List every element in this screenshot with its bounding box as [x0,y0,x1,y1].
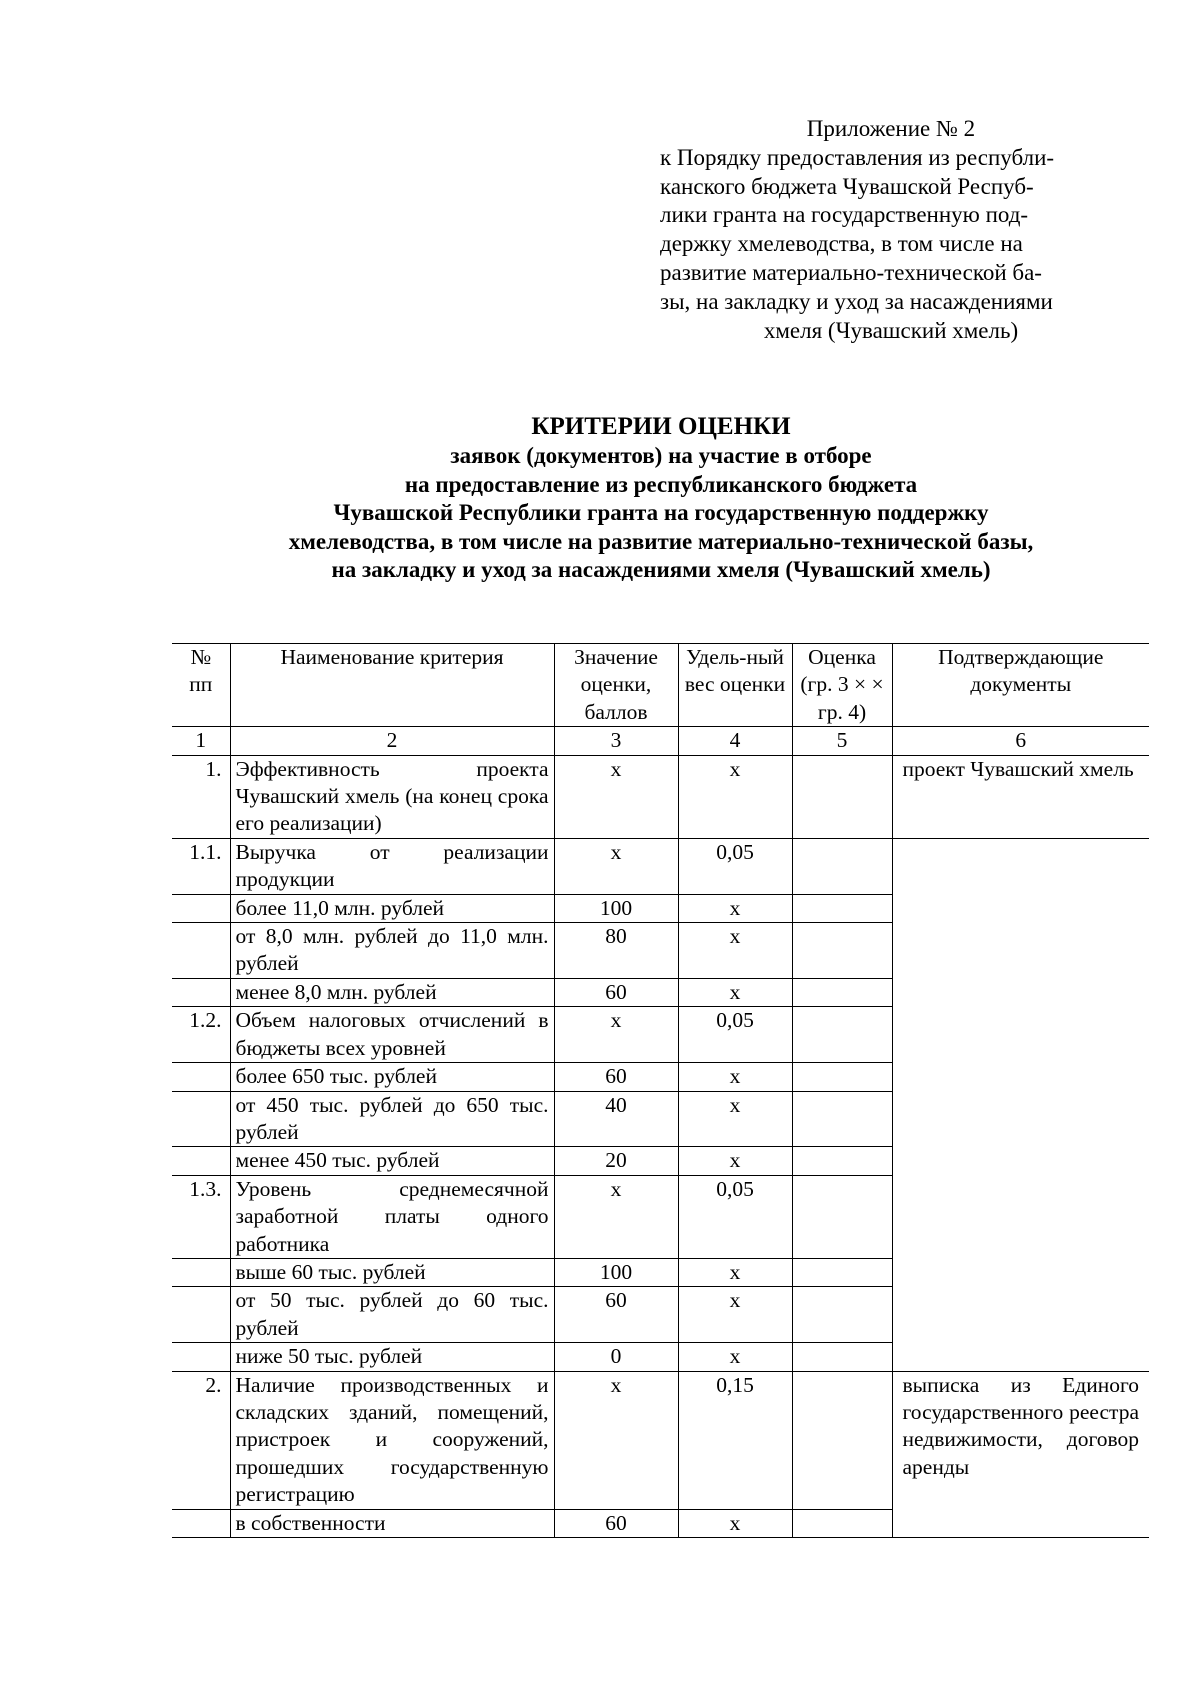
score-weight: 0,05 [678,1175,792,1258]
header-value: Значение оценки, баллов [554,644,678,727]
criterion-name: в собственности [230,1509,554,1537]
heading-line: Чувашской Республики гранта на государственную поддержку [333,500,989,525]
appendix-title: Приложение № 2 [806,116,976,141]
score-result [792,1509,892,1537]
row-number [172,923,230,979]
score-result [792,923,892,979]
score-value: 100 [554,894,678,922]
row-number [172,1091,230,1147]
column-number-cell: 4 [678,727,792,755]
row-number: 1.1. [172,838,230,894]
score-result [792,755,892,838]
row-number: 1.3. [172,1175,230,1258]
score-result [792,1343,892,1371]
appendix-line: к Порядку предоставления из республи- [660,144,1055,170]
score-result [792,1258,892,1286]
criterion-name: Уровень среднемесячной заработной платы одного работника [230,1175,554,1258]
score-weight: х [678,894,792,922]
score-value: 40 [554,1091,678,1147]
score-value: х [554,1007,678,1063]
row-number [172,894,230,922]
score-value: 60 [554,978,678,1006]
criterion-name: выше 60 тыс. рублей [230,1258,554,1286]
row-number [172,1287,230,1343]
column-number-cell: 3 [554,727,678,755]
column-number-cell: 5 [792,727,892,755]
appendix-line: лики гранта на государственную под- [660,202,1029,228]
appendix-line: держку хмелеводства, в том числе на [660,231,1023,257]
row-number: 1. [172,755,230,838]
criterion-name: от 450 тыс. рублей до 650 тыс. рублей [230,1091,554,1147]
criterion-name: более 650 тыс. рублей [230,1063,554,1091]
appendix-block [660,115,1122,345]
score-value: 60 [554,1287,678,1343]
score-value: 60 [554,1063,678,1091]
score-result [792,1007,892,1063]
heading-line: на предоставление из республиканского бюджета [404,471,918,497]
score-result [792,978,892,1006]
criterion-name: более 11,0 млн. рублей [230,894,554,922]
score-value: 60 [554,1509,678,1537]
criterion-name: Наличие производственных и складских зданий, помещений, пристроек и сооружений, прошедших государственную регистрацию [230,1371,554,1509]
table-row [172,838,1149,894]
score-result [792,1091,892,1147]
supporting-documents: выписка из Единого государственного реестра недвижимости, договор аренды [892,1371,1149,1537]
column-number-cell: 2 [230,727,554,755]
score-value: 20 [554,1147,678,1175]
score-weight: х [678,923,792,979]
heading-line: хмелеводства, в том числе на развитие материально-технической базы, [288,528,1034,554]
score-weight: х [678,1509,792,1537]
score-weight: х [678,1343,792,1371]
heading-line: заявок (документов) на участие в отборе [450,443,872,468]
score-value: х [554,838,678,894]
score-weight: х [678,1091,792,1147]
criterion-name: от 50 тыс. рублей до 60 тыс. рублей [230,1287,554,1343]
table-row [172,755,1149,838]
appendix-line: зы, на закладку и уход за насаждениями [660,288,1053,314]
score-result [792,894,892,922]
row-number [172,978,230,1006]
table-row [172,1371,1149,1509]
header-number: № пп [172,644,230,727]
score-value: х [554,1175,678,1258]
heading-line: на закладку и уход за насаждениями хмеля (Чувашский хмель) [331,557,991,582]
score-result [792,1287,892,1343]
supporting-documents-empty [892,838,1149,1371]
appendix-line-last: хмеля (Чувашский хмель) [763,317,1019,343]
score-weight: х [678,755,792,838]
score-value: х [554,1371,678,1509]
score-value: 100 [554,1258,678,1286]
row-number: 2. [172,1371,230,1509]
supporting-documents: проект Чувашский хмель [892,755,1149,838]
criterion-name: ниже 50 тыс. рублей [230,1343,554,1371]
appendix-line: развитие материально-технической ба- [660,259,1042,285]
header-score: Оценка (гр. 3 × × гр. 4) [792,644,892,727]
criterion-name: менее 450 тыс. рублей [230,1147,554,1175]
score-result [792,838,892,894]
criterion-name: Объем налоговых отчислений в бюджеты всех уровней [230,1007,554,1063]
score-weight: х [678,1287,792,1343]
score-result [792,1371,892,1509]
criterion-name: менее 8,0 млн. рублей [230,978,554,1006]
score-weight: 0,05 [678,838,792,894]
score-value: 0 [554,1343,678,1371]
row-number [172,1509,230,1537]
row-number [172,1063,230,1091]
column-number-cell: 6 [892,727,1149,755]
score-result [792,1063,892,1091]
header-documents: Подтверждающие документы [892,644,1149,727]
document-heading [150,412,1172,585]
appendix-line: канского бюджета Чувашской Респуб- [660,173,1034,199]
score-weight: х [678,1258,792,1286]
criterion-name: Выручка от реализации продукции [230,838,554,894]
score-result [792,1147,892,1175]
heading-title: КРИТЕРИИ ОЦЕНКИ [531,413,791,440]
score-weight: х [678,1147,792,1175]
row-number [172,1147,230,1175]
criteria-table [172,643,1149,1538]
criterion-name: от 8,0 млн. рублей до 11,0 млн. рублей [230,923,554,979]
score-weight: х [678,1063,792,1091]
score-weight: 0,15 [678,1371,792,1509]
header-weight: Удель-ный вес оценки [678,644,792,727]
score-value: 80 [554,923,678,979]
column-number-cell: 1 [172,727,230,755]
row-number: 1.2. [172,1007,230,1063]
header-criterion: Наименование критерия [230,644,554,727]
score-weight: х [678,978,792,1006]
row-number [172,1343,230,1371]
score-weight: 0,05 [678,1007,792,1063]
criterion-name: Эффективность проекта Чувашский хмель (на конец срока его реализации) [230,755,554,838]
score-value: х [554,755,678,838]
row-number [172,1258,230,1286]
score-result [792,1175,892,1258]
